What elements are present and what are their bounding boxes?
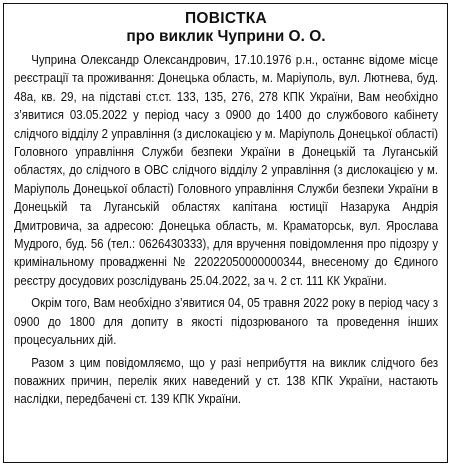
notice-paragraph-interrogation: Окрім того, Вам необхідно з’явитися 04, 05 травня 2022 року в період часу з 0900 до 1800 для допиту в якості підозрюваного та проведення інших процесуальних дій. (14, 295, 439, 348)
notice-paragraph-summons: Чуприна Олександр Олександрович, 17.10.1976 р.н., останнє відоме місце реєстрації та проживання: Донецька область, м. Маріуполь, вул. Лютнева, буд. 48а, кв. 29, на підставі ст.ст. 133, 135, 276, 278 КПК України, Вам необхідно з’явитися 03.05.2022 у період часу з 0900 до 1400 до службового кабінету слідчого відділу 2 управління (з дислокацією у м. Маріуполь Донецької області) Головного управління Служби безпеки України в Донецькій та Луганській областях, до слідчого в ОВС слідчого відділу 2 управління (з дислокацією у м. Маріуполь Донецької області) Головного управління Служби безпеки України в Донецькій та Луганській областях капітана юстиції Назарука Андрія Дмитровича, за адресою: Донецька область, м. Краматорськ, вул. Ярослава Мудрого, буд. 56 (тел.: 0626430333), для вручення повідомлення про підозру у кримінальному провадженні № 22022050000000344, внесеному до Єдиного реєстру досудових розслідувань 25.04.2022, за ч. 2 ст. 111 КК України. (14, 52, 439, 288)
notice-subtitle: про виклик Чуприни О. О. (126, 28, 326, 45)
notice-title: ПОВІСТКА (184, 10, 268, 27)
notice-paragraph-consequences: Разом з цим повідомляємо, що у разі неприбуття на виклик слідчого без поважних причин, перелік яких наведений у ст. 138 КПК України, настають наслідки, передбачені ст. 139 КПК України. (14, 354, 439, 407)
notice-frame (3, 3, 448, 463)
